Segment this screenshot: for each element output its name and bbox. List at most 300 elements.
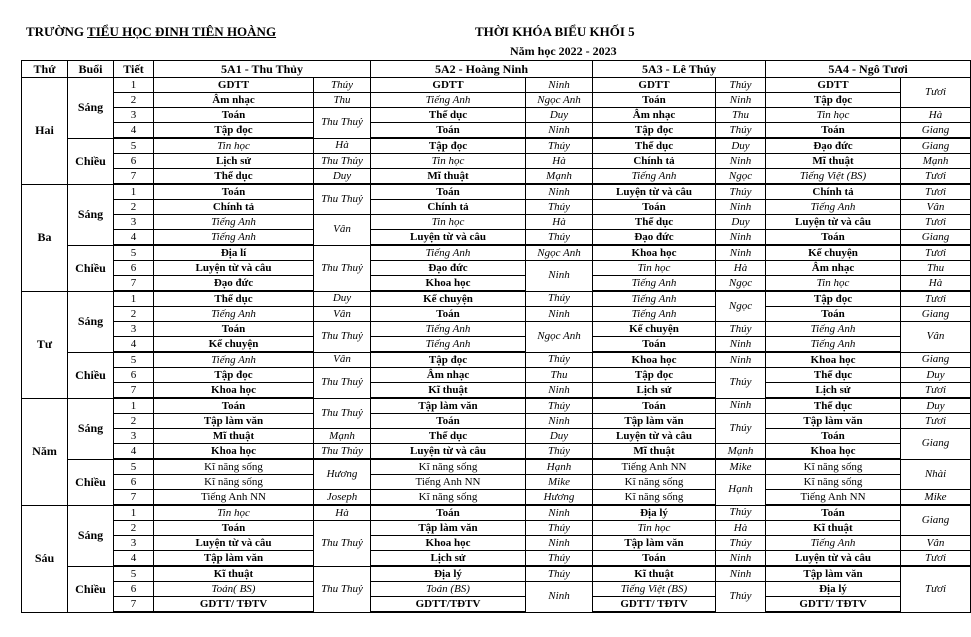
subject-cell-5a1: Kể chuyện — [154, 337, 314, 353]
teacher-cell-5a2: Thúy — [526, 566, 593, 582]
subject-cell-5a4: Kĩ thuật — [766, 521, 901, 536]
teacher-cell-5a4: Giang — [901, 123, 971, 139]
subject-cell-5a4: Địa lý — [766, 582, 901, 597]
subject-cell-5a1: Âm nhạc — [154, 93, 314, 108]
subject-cell-5a2: Tập đọc — [371, 352, 526, 368]
subject-cell-5a1: Luyện từ và câu — [154, 261, 314, 276]
subject-cell-5a3: Đạo đức — [593, 230, 716, 246]
subject-cell-5a1: Tiếng Anh — [154, 307, 314, 322]
teacher-cell-5a2: Thu — [526, 368, 593, 383]
teacher-cell-5a3: Duy — [716, 138, 766, 154]
period-cell: 1 — [114, 398, 154, 414]
teacher-cell-5a4: Tươi — [901, 414, 971, 429]
school-prefix: TRƯỜNG — [26, 24, 88, 39]
period-cell: 4 — [114, 337, 154, 353]
subject-cell-5a3: Toán — [593, 398, 716, 414]
teacher-cell-5a2: Thúy — [526, 138, 593, 154]
teacher-cell-5a3: Thúy — [716, 414, 766, 444]
teacher-cell-5a2: Ninh — [526, 383, 593, 399]
teacher-cell-5a1: Thu Thủy — [314, 154, 371, 169]
subject-cell-5a3: Tập làm văn — [593, 536, 716, 551]
period-cell: 5 — [114, 245, 154, 261]
subject-cell-5a2: Khoa học — [371, 536, 526, 551]
school-year: Năm học 2022 - 2023 — [510, 44, 617, 58]
period-cell: 1 — [114, 184, 154, 200]
teacher-cell-5a4: Tươi — [901, 245, 971, 261]
subject-cell-5a2: GDTT/TĐTV — [371, 597, 526, 613]
subject-cell-5a2: Chính tả — [371, 200, 526, 215]
subject-cell-5a2: Tập làm văn — [371, 521, 526, 536]
subject-cell-5a3: Toán — [593, 551, 716, 567]
table-row — [22, 322, 971, 337]
subject-cell-5a4: Luyện từ và câu — [766, 215, 901, 230]
subject-cell-5a1: Toán — [154, 322, 314, 337]
teacher-cell-5a4: Mike — [901, 490, 971, 506]
subject-cell-5a3: Tiếng Anh — [593, 169, 716, 185]
subject-cell-5a3: Luyện từ và câu — [593, 184, 716, 200]
subject-cell-5a1: Lịch sử — [154, 154, 314, 169]
col-header-5a1: 5A1 - Thu Thủy — [154, 61, 371, 78]
teacher-cell-5a3: Thúy — [716, 536, 766, 551]
subject-cell-5a2: Toán — [371, 414, 526, 429]
subject-cell-5a1: Tiếng Anh — [154, 215, 314, 230]
teacher-cell-5a2: Thúy — [526, 200, 593, 215]
teacher-cell-5a1: Joseph — [314, 490, 371, 506]
subject-cell-5a3: Địa lý — [593, 505, 716, 521]
teacher-cell-5a1: Duy — [314, 291, 371, 307]
session-cell: Chiều — [68, 245, 114, 291]
table-row — [22, 429, 971, 444]
subject-cell-5a3: Toán — [593, 200, 716, 215]
teacher-cell-5a2: Thúy — [526, 521, 593, 536]
teacher-cell-5a3: Thúy — [716, 184, 766, 200]
school-name-underlined: TIỂU HỌC ĐINH TIÊN HOÀNG — [87, 24, 277, 39]
subject-cell-5a2: Luyện từ và câu — [371, 444, 526, 460]
subject-cell-5a3: Chính tả — [593, 154, 716, 169]
subject-cell-5a3: Luyện từ và câu — [593, 429, 716, 444]
subject-cell-5a2: Kĩ thuật — [371, 383, 526, 399]
day-cell: Ba — [22, 184, 68, 291]
subject-cell-5a2: GDTT — [371, 78, 526, 93]
period-cell: 6 — [114, 475, 154, 490]
subject-cell-5a4: Tiếng Anh — [766, 536, 901, 551]
subject-cell-5a4: Tiếng Anh — [766, 200, 901, 215]
timetable-title: THỜI KHÓA BIỂU KHỐI 5 — [475, 24, 635, 39]
subject-cell-5a4: GDTT — [766, 78, 901, 93]
period-cell: 5 — [114, 352, 154, 368]
subject-cell-5a1: Chính tả — [154, 200, 314, 215]
teacher-cell-5a3: Mike — [716, 459, 766, 475]
teacher-cell-5a4: Tươi — [901, 383, 971, 399]
period-cell: 5 — [114, 566, 154, 582]
teacher-cell-5a4: Giang — [901, 230, 971, 246]
period-cell: 3 — [114, 108, 154, 123]
subject-cell-5a1: Toán — [154, 184, 314, 200]
subject-cell-5a3: Thể dục — [593, 138, 716, 154]
session-cell: Chiều — [68, 138, 114, 184]
teacher-cell-5a1: Thu Thuỷ — [314, 521, 371, 567]
teacher-cell-5a2: Ngọc Anh — [526, 322, 593, 353]
subject-cell-5a4: Chính tả — [766, 184, 901, 200]
subject-cell-5a1: Mĩ thuật — [154, 429, 314, 444]
subject-cell-5a3: Toán — [593, 93, 716, 108]
teacher-cell-5a3: Thúy — [716, 505, 766, 521]
subject-cell-5a1: Toán( BS) — [154, 582, 314, 597]
table-row — [22, 459, 971, 475]
subject-cell-5a3: Khoa học — [593, 245, 716, 261]
subject-cell-5a1: Toán — [154, 398, 314, 414]
session-cell: Chiều — [68, 352, 114, 398]
period-cell: 4 — [114, 230, 154, 246]
subject-cell-5a1: Tiếng Anh — [154, 230, 314, 246]
subject-cell-5a4: Tập đọc — [766, 93, 901, 108]
day-cell: Tư — [22, 291, 68, 398]
teacher-cell-5a4: Hà — [901, 276, 971, 292]
subject-cell-5a4: Toán — [766, 505, 901, 521]
period-cell: 2 — [114, 93, 154, 108]
table-row — [22, 200, 971, 215]
period-cell: 1 — [114, 291, 154, 307]
col-header-period: Tiết — [114, 61, 154, 78]
teacher-cell-5a2: Ninh — [526, 582, 593, 613]
teacher-cell-5a3: Ninh — [716, 230, 766, 246]
subject-cell-5a1: Tin học — [154, 138, 314, 154]
teacher-cell-5a4: Vân — [901, 322, 971, 353]
day-cell: Sáu — [22, 505, 68, 612]
subject-cell-5a1: Tập đọc — [154, 123, 314, 139]
subject-cell-5a4: Thể dục — [766, 368, 901, 383]
subject-cell-5a3: Khoa học — [593, 352, 716, 368]
col-header-5a2: 5A2 - Hoàng Ninh — [371, 61, 593, 78]
session-cell: Sáng — [68, 291, 114, 352]
subject-cell-5a4: Tiếng Việt (BS) — [766, 169, 901, 185]
table-row — [22, 138, 971, 154]
subject-cell-5a4: Tập đọc — [766, 291, 901, 307]
subject-cell-5a4: Tập làm văn — [766, 414, 901, 429]
teacher-cell-5a3: Thúy — [716, 322, 766, 337]
timetable-body — [22, 78, 971, 613]
period-cell: 3 — [114, 322, 154, 337]
subject-cell-5a1: Kĩ năng sống — [154, 459, 314, 475]
subject-cell-5a2: Tiếng Anh — [371, 337, 526, 353]
period-cell: 1 — [114, 505, 154, 521]
period-cell: 3 — [114, 215, 154, 230]
col-header-day: Thứ — [22, 61, 68, 78]
subject-cell-5a3: Kĩ thuật — [593, 566, 716, 582]
subject-cell-5a3: Tiếng Anh NN — [593, 459, 716, 475]
timetable — [21, 60, 971, 613]
teacher-cell-5a3: Ngọc — [716, 291, 766, 322]
subject-cell-5a2: Mĩ thuật — [371, 169, 526, 185]
subject-cell-5a2: Địa lý — [371, 566, 526, 582]
teacher-cell-5a4: Tươi — [901, 551, 971, 567]
teacher-cell-5a1: Vân — [314, 215, 371, 246]
teacher-cell-5a3: Ninh — [716, 93, 766, 108]
period-cell: 7 — [114, 169, 154, 185]
teacher-cell-5a3: Ninh — [716, 551, 766, 567]
table-row — [22, 337, 971, 353]
subject-cell-5a2: Toán (BS) — [371, 582, 526, 597]
table-row — [22, 551, 971, 567]
subject-cell-5a1: Tin học — [154, 505, 314, 521]
teacher-cell-5a3: Mạnh — [716, 444, 766, 460]
subject-cell-5a2: Tập đọc — [371, 138, 526, 154]
teacher-cell-5a2: Duy — [526, 429, 593, 444]
teacher-cell-5a4: Giang — [901, 429, 971, 460]
subject-cell-5a2: Tin học — [371, 215, 526, 230]
teacher-cell-5a3: Hà — [716, 261, 766, 276]
period-cell: 2 — [114, 414, 154, 429]
table-row — [22, 521, 971, 536]
day-cell: Hai — [22, 78, 68, 185]
teacher-cell-5a1: Thu Thuỷ — [314, 398, 371, 429]
subject-cell-5a1: Thể dục — [154, 291, 314, 307]
teacher-cell-5a3: Thúy — [716, 582, 766, 613]
subject-cell-5a1: Kĩ năng sống — [154, 475, 314, 490]
teacher-cell-5a4: Tươi — [901, 184, 971, 200]
subject-cell-5a4: Toán — [766, 307, 901, 322]
table-row — [22, 566, 971, 582]
subject-cell-5a3: Tiếng Anh — [593, 291, 716, 307]
subject-cell-5a4: Toán — [766, 429, 901, 444]
teacher-cell-5a2: Ninh — [526, 307, 593, 322]
subject-cell-5a1: Khoa học — [154, 383, 314, 399]
subject-cell-5a4: Lịch sử — [766, 383, 901, 399]
teacher-cell-5a2: Thúy — [526, 551, 593, 567]
subject-cell-5a2: Tin học — [371, 154, 526, 169]
teacher-cell-5a2: Thúy — [526, 352, 593, 368]
subject-cell-5a1: Khoa học — [154, 444, 314, 460]
table-row — [22, 78, 971, 93]
subject-cell-5a3: Toán — [593, 337, 716, 353]
teacher-cell-5a3: Hà — [716, 521, 766, 536]
subject-cell-5a4: GDTT/ TĐTV — [766, 597, 901, 613]
teacher-cell-5a2: Thúy — [526, 230, 593, 246]
subject-cell-5a4: Tin học — [766, 276, 901, 292]
subject-cell-5a3: Âm nhạc — [593, 108, 716, 123]
subject-cell-5a3: Tiếng Việt (BS) — [593, 582, 716, 597]
session-cell: Sáng — [68, 398, 114, 459]
subject-cell-5a4: Toán — [766, 123, 901, 139]
subject-cell-5a1: Thể dục — [154, 169, 314, 185]
subject-cell-5a4: Tin học — [766, 108, 901, 123]
teacher-cell-5a2: Hạnh — [526, 459, 593, 475]
subject-cell-5a1: Tập làm văn — [154, 551, 314, 567]
teacher-cell-5a2: Thúy — [526, 444, 593, 460]
session-cell: Chiều — [68, 566, 114, 612]
subject-cell-5a3: GDTT/ TĐTV — [593, 597, 716, 613]
subject-cell-5a3: Lịch sử — [593, 383, 716, 399]
session-cell: Chiều — [68, 459, 114, 505]
subject-cell-5a3: Tiếng Anh — [593, 307, 716, 322]
table-row — [22, 505, 971, 521]
subject-cell-5a2: Tiếng Anh — [371, 322, 526, 337]
subject-cell-5a1: Tiếng Anh NN — [154, 490, 314, 506]
subject-cell-5a4: Thể dục — [766, 398, 901, 414]
subject-cell-5a4: Tiếng Anh NN — [766, 490, 901, 506]
table-row — [22, 368, 971, 383]
subject-cell-5a4: Tập làm văn — [766, 566, 901, 582]
period-cell: 6 — [114, 368, 154, 383]
teacher-cell-5a2: Hà — [526, 154, 593, 169]
teacher-cell-5a3: Ninh — [716, 566, 766, 582]
table-row — [22, 245, 971, 261]
teacher-cell-5a1: Thúy — [314, 78, 371, 93]
col-header-session: Buổi — [68, 61, 114, 78]
teacher-cell-5a4: Vân — [901, 536, 971, 551]
teacher-cell-5a1: Hà — [314, 505, 371, 521]
teacher-cell-5a1: Hà — [314, 138, 371, 154]
teacher-cell-5a3: Thu — [716, 108, 766, 123]
teacher-cell-5a1: Vân — [314, 352, 371, 368]
teacher-cell-5a2: Thúy — [526, 398, 593, 414]
subject-cell-5a2: Tập làm văn — [371, 398, 526, 414]
teacher-cell-5a4: Nhài — [901, 459, 971, 490]
subject-cell-5a2: Kể chuyện — [371, 291, 526, 307]
subject-cell-5a1: Tập làm văn — [154, 414, 314, 429]
table-row — [22, 414, 971, 429]
teacher-cell-5a1: Thu Thuỷ — [314, 184, 371, 215]
period-cell: 3 — [114, 429, 154, 444]
period-cell: 1 — [114, 78, 154, 93]
subject-cell-5a1: Luyện từ và câu — [154, 536, 314, 551]
subject-cell-5a4: Khoa học — [766, 444, 901, 460]
subject-cell-5a2: Luyện từ và câu — [371, 230, 526, 246]
teacher-cell-5a1: Duy — [314, 169, 371, 185]
period-cell: 6 — [114, 582, 154, 597]
table-row — [22, 490, 971, 506]
table-row — [22, 169, 971, 185]
teacher-cell-5a4: Tươi — [901, 291, 971, 307]
subject-cell-5a2: Toán — [371, 505, 526, 521]
subject-cell-5a4: Kể chuyện — [766, 245, 901, 261]
period-cell: 2 — [114, 200, 154, 215]
subject-cell-5a4: Toán — [766, 230, 901, 246]
period-cell: 6 — [114, 154, 154, 169]
school-name — [26, 24, 276, 40]
teacher-cell-5a3: Ninh — [716, 352, 766, 368]
teacher-cell-5a1: Thu Thuỷ — [314, 322, 371, 353]
subject-cell-5a2: Toán — [371, 123, 526, 139]
period-cell: 7 — [114, 597, 154, 613]
subject-cell-5a2: Âm nhạc — [371, 368, 526, 383]
table-row — [22, 307, 971, 322]
period-cell: 4 — [114, 123, 154, 139]
subject-cell-5a3: Tập làm văn — [593, 414, 716, 429]
table-row — [22, 582, 971, 597]
table-row — [22, 475, 971, 490]
subject-cell-5a4: Kĩ năng sống — [766, 475, 901, 490]
teacher-cell-5a2: Ngọc Anh — [526, 93, 593, 108]
teacher-cell-5a2: Mike — [526, 475, 593, 490]
subject-cell-5a2: Kĩ năng sống — [371, 459, 526, 475]
teacher-cell-5a3: Ninh — [716, 398, 766, 414]
subject-cell-5a1: Kĩ thuật — [154, 566, 314, 582]
subject-cell-5a1: Tiếng Anh — [154, 352, 314, 368]
teacher-cell-5a4: Tươi — [901, 215, 971, 230]
teacher-cell-5a1: Mạnh — [314, 429, 371, 444]
teacher-cell-5a2: Ninh — [526, 414, 593, 429]
table-row — [22, 230, 971, 246]
period-cell: 7 — [114, 276, 154, 292]
period-cell: 4 — [114, 551, 154, 567]
subject-cell-5a4: Tiếng Anh — [766, 322, 901, 337]
subject-cell-5a3: Kĩ năng sống — [593, 490, 716, 506]
subject-cell-5a1: Đạo đức — [154, 276, 314, 292]
table-row — [22, 184, 971, 200]
teacher-cell-5a2: Mạnh — [526, 169, 593, 185]
period-cell: 3 — [114, 536, 154, 551]
teacher-cell-5a4: Duy — [901, 368, 971, 383]
teacher-cell-5a4: Giang — [901, 138, 971, 154]
subject-cell-5a3: Kể chuyện — [593, 322, 716, 337]
subject-cell-5a4: Kĩ năng sống — [766, 459, 901, 475]
period-cell: 4 — [114, 444, 154, 460]
teacher-cell-5a3: Thúy — [716, 123, 766, 139]
teacher-cell-5a3: Thúy — [716, 368, 766, 399]
subject-cell-5a3: Thể dục — [593, 215, 716, 230]
teacher-cell-5a2: Ninh — [526, 261, 593, 292]
subject-cell-5a2: Kĩ năng sống — [371, 490, 526, 506]
teacher-cell-5a4: Thu — [901, 261, 971, 276]
teacher-cell-5a1: Hương — [314, 459, 371, 490]
period-cell: 2 — [114, 521, 154, 536]
table-row — [22, 215, 971, 230]
subject-cell-5a1: Toán — [154, 521, 314, 536]
teacher-cell-5a2: Duy — [526, 108, 593, 123]
teacher-cell-5a3: Ninh — [716, 337, 766, 353]
teacher-cell-5a3: Thúy — [716, 78, 766, 93]
session-cell: Sáng — [68, 78, 114, 139]
subject-cell-5a1: Tập đọc — [154, 368, 314, 383]
teacher-cell-5a4: Vân — [901, 200, 971, 215]
subject-cell-5a4: Tiếng Anh — [766, 337, 901, 353]
subject-cell-5a4: Khoa học — [766, 352, 901, 368]
teacher-cell-5a3: Ninh — [716, 245, 766, 261]
subject-cell-5a1: GDTT/ TĐTV — [154, 597, 314, 613]
teacher-cell-5a3: Hạnh — [716, 475, 766, 506]
table-row — [22, 291, 971, 307]
table-row — [22, 398, 971, 414]
col-header-5a3: 5A3 - Lê Thúy — [593, 61, 766, 78]
teacher-cell-5a1: Vân — [314, 307, 371, 322]
teacher-cell-5a2: Hương — [526, 490, 593, 506]
subject-cell-5a1: Địa lí — [154, 245, 314, 261]
header-row — [22, 61, 971, 78]
session-cell: Sáng — [68, 505, 114, 566]
teacher-cell-5a3: Ngọc — [716, 169, 766, 185]
subject-cell-5a2: Khoa học — [371, 276, 526, 292]
subject-cell-5a3: Tập đọc — [593, 368, 716, 383]
teacher-cell-5a2: Ninh — [526, 184, 593, 200]
teacher-cell-5a1: Thu — [314, 93, 371, 108]
subject-cell-5a3: Tiếng Anh — [593, 276, 716, 292]
teacher-cell-5a4: Mạnh — [901, 154, 971, 169]
subject-cell-5a2: Thể dục — [371, 108, 526, 123]
period-cell: 7 — [114, 490, 154, 506]
teacher-cell-5a3: Ngọc — [716, 276, 766, 292]
subject-cell-5a2: Tiếng Anh — [371, 245, 526, 261]
subject-cell-5a1: GDTT — [154, 78, 314, 93]
period-cell: 5 — [114, 459, 154, 475]
teacher-cell-5a2: Ninh — [526, 505, 593, 521]
subject-cell-5a1: Toán — [154, 108, 314, 123]
period-cell: 5 — [114, 138, 154, 154]
teacher-cell-5a4: Giang — [901, 307, 971, 322]
teacher-cell-5a2: Ngọc Anh — [526, 245, 593, 261]
teacher-cell-5a2: Ninh — [526, 78, 593, 93]
teacher-cell-5a4: Duy — [901, 398, 971, 414]
